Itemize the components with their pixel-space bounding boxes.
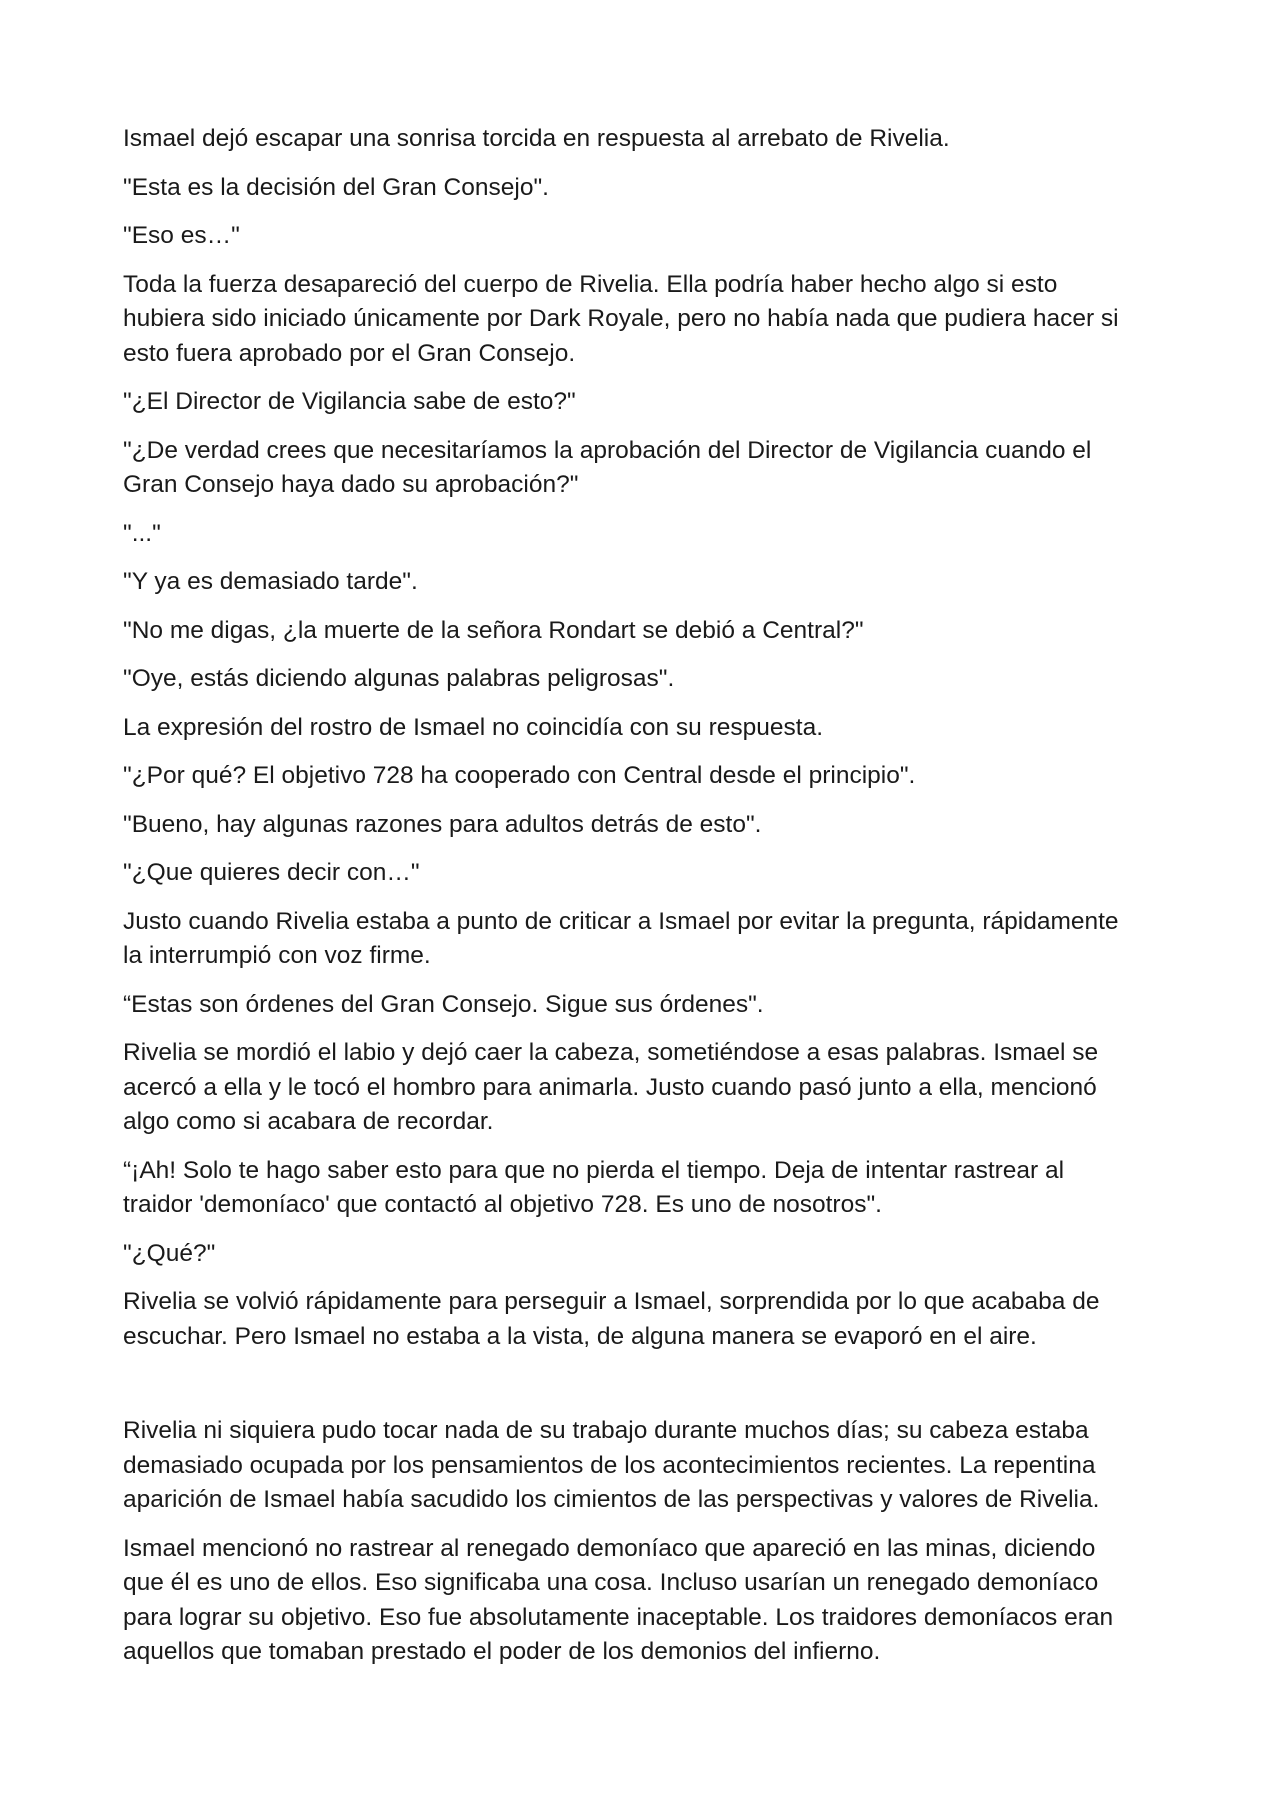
paragraph-8: "Y ya es demasiado tarde". bbox=[123, 568, 418, 595]
paragraph-3: "Eso es…" bbox=[123, 222, 240, 249]
paragraph-5: "¿El Director de Vigilancia sabe de esto?" bbox=[123, 388, 576, 415]
paragraph-4: Toda la fuerza desapareció del cuerpo de Rivelia. Ella podría haber hecho algo si esto hubiera sido iniciado únicamente por Dark Royale, pero no había nada que pudiera hacer si esto fuera aprobado por el Gran Consejo. bbox=[123, 270, 1119, 367]
paragraph-16: “Estas son órdenes del Gran Consejo. Sigue sus órdenes". bbox=[123, 990, 764, 1018]
paragraph-9: "No me digas, ¿la muerte de la señora Rondart se debió a Central?" bbox=[123, 616, 864, 644]
paragraph-17: Rivelia se mordió el labio y dejó caer la cabeza, sometiéndose a esas palabras. Ismael se acercó a ella y le tocó el hombro para animarla. Justo cuando pasó junto a ella, mencionó algo como si acabara de recordar. bbox=[123, 1039, 1099, 1135]
paragraph-20: Rivelia se volvió rápidamente para perseguir a Ismael, sorprendida por lo que acababa de escuchar. Pero Ismael no estaba a la vista, de alguna manera se evaporó en el aire. bbox=[123, 1288, 1100, 1350]
paragraph-7: "..." bbox=[123, 519, 161, 547]
paragraph-15: Justo cuando Rivelia estaba a punto de criticar a Ismael por evitar la pregunta, rápidamente la interrumpió con voz firme. bbox=[123, 907, 1119, 969]
paragraph-14: "¿Que quieres decir con…" bbox=[123, 859, 420, 886]
paragraph-1: Ismael dejó escapar una sonrisa torcida en respuesta al arrebato de Rivelia. bbox=[123, 125, 950, 152]
paragraph-11: La expresión del rostro de Ismael no coincidía con su respuesta. bbox=[123, 713, 824, 741]
paragraph-22: Ismael mencionó no rastrear al renegado demoníaco que apareció en las minas, diciendo que él es uno de ellos. Eso significaba una cosa. Incluso usarían un renegado demoníaco para lograr su objetivo. Eso fue absolutamente inaceptable. Los traidores demoníacos eran aquellos que tomaban prestado el poder de los demonios del infierno. bbox=[123, 1534, 1114, 1665]
paragraph-13: "Bueno, hay algunas razones para adultos detrás de esto". bbox=[123, 810, 762, 838]
paragraph-21: Rivelia ni siquiera pudo tocar nada de su trabajo durante muchos días; su cabeza estaba demasiado ocupada por los pensamientos de los acontecimientos recientes. La repentina aparición de Ismael había sacudido los cimientos de las perspectivas y valores de Rivelia. bbox=[123, 1417, 1100, 1513]
paragraph-19: "¿Qué?" bbox=[123, 1239, 216, 1267]
paragraph-18: “¡Ah! Solo te hago saber esto para que no pierda el tiempo. Deja de intentar rastrear al traidor 'demoníaco' que contactó al objetivo 728. Es uno de nosotros". bbox=[123, 1156, 1065, 1218]
section-break bbox=[123, 1368, 1140, 1414]
paragraph-6: "¿De verdad crees que necesitaríamos la aprobación del Director de Vigilancia cuando el Gran Consejo haya dado su aprobación?" bbox=[123, 436, 1092, 498]
paragraph-12: "¿Por qué? El objetivo 728 ha cooperado con Central desde el principio". bbox=[123, 762, 916, 789]
paragraph-2: "Esta es la decisión del Gran Consejo". bbox=[123, 173, 549, 201]
paragraph-10: "Oye, estás diciendo algunas palabras peligrosas". bbox=[123, 665, 675, 692]
